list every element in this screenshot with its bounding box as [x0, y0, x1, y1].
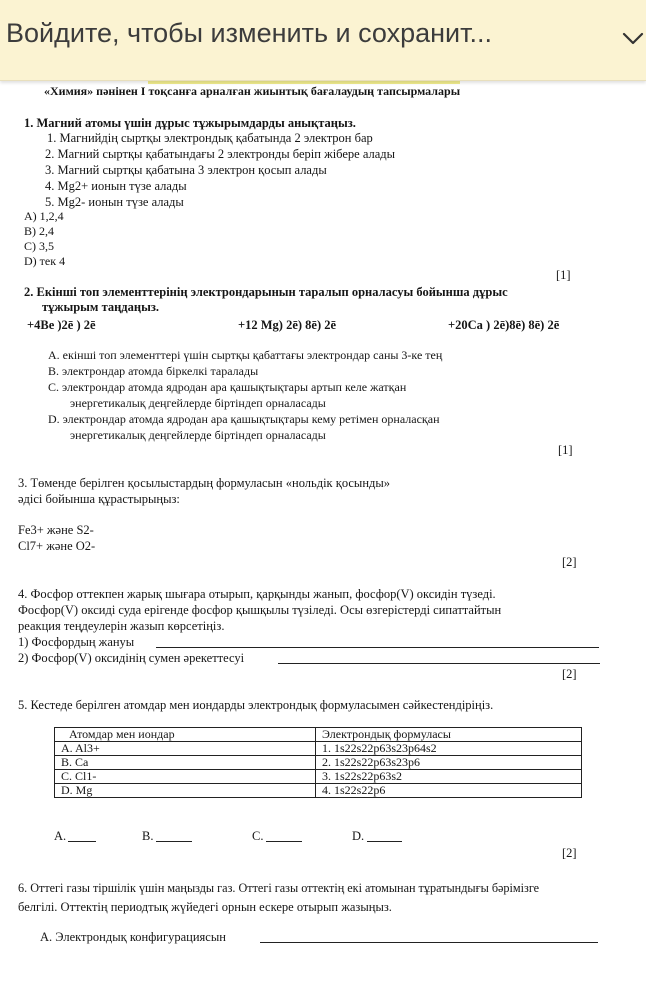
q6-line1: 6. Оттегі газы тіршілік үшін маңызды газ. Оттегі газы оттектің екі атомынан тұратындығы бәрімізге [18, 881, 540, 895]
q3-line2: әдісі бойынша құрастырыңыз: [18, 492, 180, 506]
q6-answer-label: A. Электрондық конфигурациясын [40, 930, 226, 944]
q6-line2: белгілі. Оттектің периодтық жүйедегі орнын ескере отырып жазыңыз. [18, 900, 392, 914]
q1-item-1: 1. Магнийдің сыртқы электрондық қабатында 2 электрон бар [47, 131, 373, 145]
q5-answer-b-label: B. [142, 829, 154, 843]
q2-prompt-line2: тұжырым таңдаңыз. [42, 300, 159, 314]
table-header-row [55, 728, 582, 742]
table-cell: 4. 1s22s22p6 [316, 784, 582, 798]
q6-answer-line[interactable] [260, 942, 598, 943]
q4-line3: реакция теңдеулерін жазып көрсетіңіз. [18, 619, 225, 633]
q4-answer-2-line[interactable] [278, 663, 600, 664]
table-cell: A. Al3+ [55, 742, 316, 756]
q5-answer-c-line[interactable] [266, 841, 302, 842]
q2-scheme-ca: +20Ca ) 2ē)8ē) 8ē) 2ē [448, 318, 560, 332]
table-cell: 2. 1s22s22p63s23p6 [316, 756, 582, 770]
q2-option-c: C. электрондар атомда ядродан ара қашықтықтары артып келе жатқан [48, 380, 407, 394]
q5-answer-a-line[interactable] [68, 841, 96, 842]
table-row [55, 742, 582, 756]
q2-option-b: B. электрондар атомда біркелкі таралады [48, 364, 259, 378]
q1-option-b: B) 2,4 [24, 224, 54, 238]
q3-line1: 3. Төменде берілген қосылыстардың формуласын «нольдік қосынды» [18, 476, 391, 490]
q5-prompt: 5. Кестеде берілген атомдар мен иондарды электрондық формуласымен сәйкестендіріңіз. [18, 698, 494, 712]
q2-prompt-line1: 2. Екінші топ элементтерінің электрондарынын таралып орналасуы бойынша дұрыс [24, 285, 508, 299]
q4-line1: 4. Фосфор оттекпен жарық шығара отырып, қарқынды жанып, фосфор(V) оксидін түзеді. [18, 587, 496, 601]
q2-option-c-cont: энергетикалық деңгейлерде біртіндеп орналасады [70, 396, 326, 410]
q3-pair-1: Fe3+ және S2- [18, 523, 94, 537]
q4-answer-1-label: 1) Фосфордың жануы [18, 635, 135, 649]
q4-mark: [2] [562, 667, 577, 681]
q2-option-a: A. екінші топ элементтері үшін сыртқы қабаттағы электрондар саны 3-ке тең [48, 348, 443, 362]
q1-item-2: 2. Магний сыртқы қабатындағы 2 электронды беріп жібере алады [45, 147, 396, 161]
table-header: Атомдар мен иондар [55, 728, 316, 742]
q1-item-4: 4. Mg2+ ионын түзе алады [45, 179, 187, 193]
q3-mark: [2] [562, 555, 577, 569]
q2-option-d-cont: энергетикалық деңгейлерде біртіндеп орналасады [70, 428, 326, 442]
q4-answer-1-line[interactable] [156, 647, 599, 648]
q4-line2: Фосфор(V) оксиді суда ерігенде фосфор қышқылы түзіледі. Осы өзгерістерді сипаттайтын [18, 603, 502, 617]
q1-item-5: 5. Mg2- ионын түзе алады [45, 195, 184, 209]
q1-mark: [1] [556, 268, 571, 282]
q5-answer-a-label: A. [54, 829, 67, 843]
q4-answer-2-label: 2) Фосфор(V) оксидінің сумен әрекеттесуі [18, 651, 245, 665]
q1-option-c: C) 3,5 [24, 239, 54, 253]
q1-item-3: 3. Магний сыртқы қабатына 3 электрон қосып алады [45, 163, 327, 177]
table-cell: 3. 1s22s22p63s2 [316, 770, 582, 784]
table-row [55, 770, 582, 784]
q2-mark: [1] [558, 443, 573, 457]
banner-message: Войдите, чтобы изменить и сохранит... [6, 18, 493, 48]
document-title: «Химия» пәнінен I тоқсанға арналған жиынтық бағалаудың тапсырмалары [44, 84, 461, 98]
q5-answer-d-line[interactable] [367, 841, 402, 842]
q5-mark: [2] [562, 846, 577, 860]
q5-answer-b-line[interactable] [156, 841, 192, 842]
q1-option-d: D) тек 4 [24, 254, 66, 268]
table-cell: B. Ca [55, 756, 316, 770]
table-cell: D. Mg [55, 784, 316, 798]
q3-pair-2: Cl7+ және O2- [18, 539, 96, 553]
q5-table [54, 727, 582, 798]
q2-scheme-mg: +12 Mg) 2ē) 8ē) 2ē [238, 318, 337, 332]
chevron-down-icon[interactable] [622, 30, 644, 48]
table-header: Электрондық формуласы [316, 728, 582, 742]
table-cell: 1. 1s22s22p63s23p64s2 [316, 742, 582, 756]
q2-scheme-be: +4Be )2ē ) 2ē [27, 318, 96, 332]
sign-in-banner[interactable] [0, 0, 646, 81]
q1-option-a: A) 1,2,4 [24, 209, 64, 223]
table-row [55, 756, 582, 770]
table-row [55, 784, 582, 798]
table-cell: C. Cl1- [55, 770, 316, 784]
q1-prompt: 1. Магний атомы үшін дұрыс тұжырымдарды анықтаңыз. [24, 116, 356, 130]
q5-answer-d-label: D. [352, 829, 365, 843]
q2-option-d: D. электрондар атомда ядродан ара қашықтықтары кему ретімен орналасқан [48, 412, 440, 426]
q5-answer-c-label: C. [252, 829, 264, 843]
